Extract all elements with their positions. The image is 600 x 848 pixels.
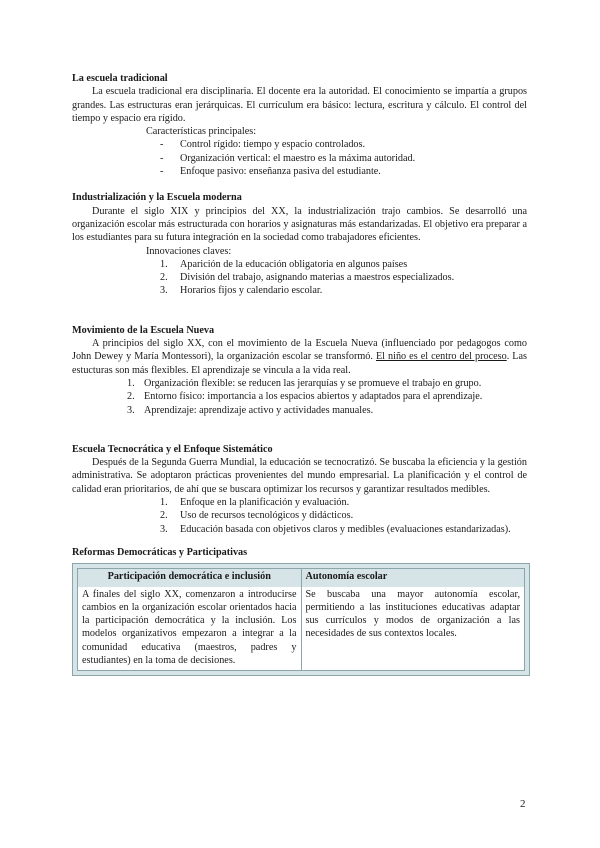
table-cell-participation: A finales del siglo XX, comenzaron a introducirse cambios en la organización escolar orientados hacia la participación democrática y la inclusión. Los modelos organizativos empezaron a integrar a la comunidad educativa (maestros, padres y estudiantes) en la toma de decisiones.: [78, 587, 302, 671]
list-item: 1. Aparición de la educación obligatoria en algunos países: [160, 258, 408, 270]
bullet-list-traditional: [72, 138, 527, 178]
list-item: 2. Entorno físico: importancia a los espacios abiertos y adaptados para el aprendizaje.: [127, 391, 483, 403]
section-title-technocratic: Escuela Tecnocrática y el Enfoque Sistemático: [72, 443, 273, 455]
list-item: 2. División del trabajo, asignando materias a maestros especializados.: [160, 272, 455, 284]
section-title-democratic: Reformas Democráticas y Participativas: [72, 546, 248, 558]
list-item: 1. Enfoque en la planificación y evaluación.: [160, 497, 350, 509]
section-paragraph-technocratic: Después de la Segunda Guerra Mundial, la educación se tecnocratizó. Se buscaba la eficiencia y la gestión administrativa. Se adoptaron prácticas provenientes del mundo empresarial. La planificación y el control de calidad eran prioritarios, de ahí que se buscara optimizar los recursos y garantizar resultados medibles.: [72, 457, 527, 495]
list-item: 1. Organización flexible: se reducen las jerarquías y se promueve el trabajo en grupo.: [127, 377, 482, 389]
section-paragraph-industrialization: Durante el siglo XIX y principios del XX, la industrialización trajo cambios. Se desarrolló una organización escolar más estructurada con horarios y asignaturas más estandarizadas. El objetivo era preparar a los estudiantes para su futura integración en la sociedad como trabajadores eficientes.: [72, 205, 527, 244]
section-title-traditional: La escuela tradicional: [72, 73, 168, 84]
section-title-industrialization: Industrialización y la Escuela moderna: [72, 192, 242, 204]
list-item: - Organización vertical: el maestro es la máxima autoridad.: [72, 152, 527, 165]
reforms-table-frame: [72, 563, 530, 676]
section-paragraph-traditional: La escuela tradicional era disciplinaria. El docente era la autoridad. El conocimiento se impartía a grupos grandes. Las estructuras eran jerárquicas. El currículum era básico: lectura, escritura y cálculo. El control del tiempo y espacio era rígido.: [72, 86, 527, 124]
list-item: 2. Uso de recursos tecnológicos y didácticos.: [160, 510, 354, 522]
document-page: [72, 72, 527, 676]
list-item: 3. Aprendizaje: aprendizaje activo y actividades manuales.: [127, 404, 374, 416]
section-title-new-school: Movimiento de la Escuela Nueva: [72, 324, 215, 336]
table-header-participation: Participación democrática e inclusión: [78, 569, 302, 587]
table-header-autonomy: Autonomía escolar: [301, 569, 525, 587]
subheading-innovations: Innovaciones claves:: [146, 245, 232, 257]
table-cell-autonomy: Se buscaba una mayor autonomía escolar, permitiendo a las instituciones educativas adaptar sus currículos y modos de organización a las necesidades de sus contextos locales.: [301, 587, 525, 671]
list-item: - Enfoque pasivo: enseñanza pasiva del estudiante.: [72, 165, 527, 178]
list-item: 3. Horarios fijos y calendario escolar.: [160, 285, 323, 297]
list-item: - Control rígido: tiempo y espacio controlados.: [72, 138, 527, 151]
numbered-list-industrialization: [72, 258, 527, 298]
numbered-list-new-school: [72, 377, 527, 417]
underlined-phrase: El niño es el centro del proceso: [375, 351, 507, 363]
reforms-table: [77, 568, 525, 671]
list-item: 3. Educación basada con objetivos claros y medibles (evaluaciones estandarizadas).: [160, 523, 511, 535]
numbered-list-technocratic: [72, 496, 527, 536]
page-number: 2: [520, 798, 526, 810]
subheading-characteristics: Características principales:: [146, 126, 257, 138]
section-paragraph-new-school: A principios del siglo XX, con el movimiento de la Escuela Nueva (influenciado por pedagogos como John Dewey y María Montessori), la organización escolar se transformó. El niño es el centro del proceso. Las estucturas son más flexibles. El aprendizaje se vincula a la vida real.: [72, 338, 528, 376]
